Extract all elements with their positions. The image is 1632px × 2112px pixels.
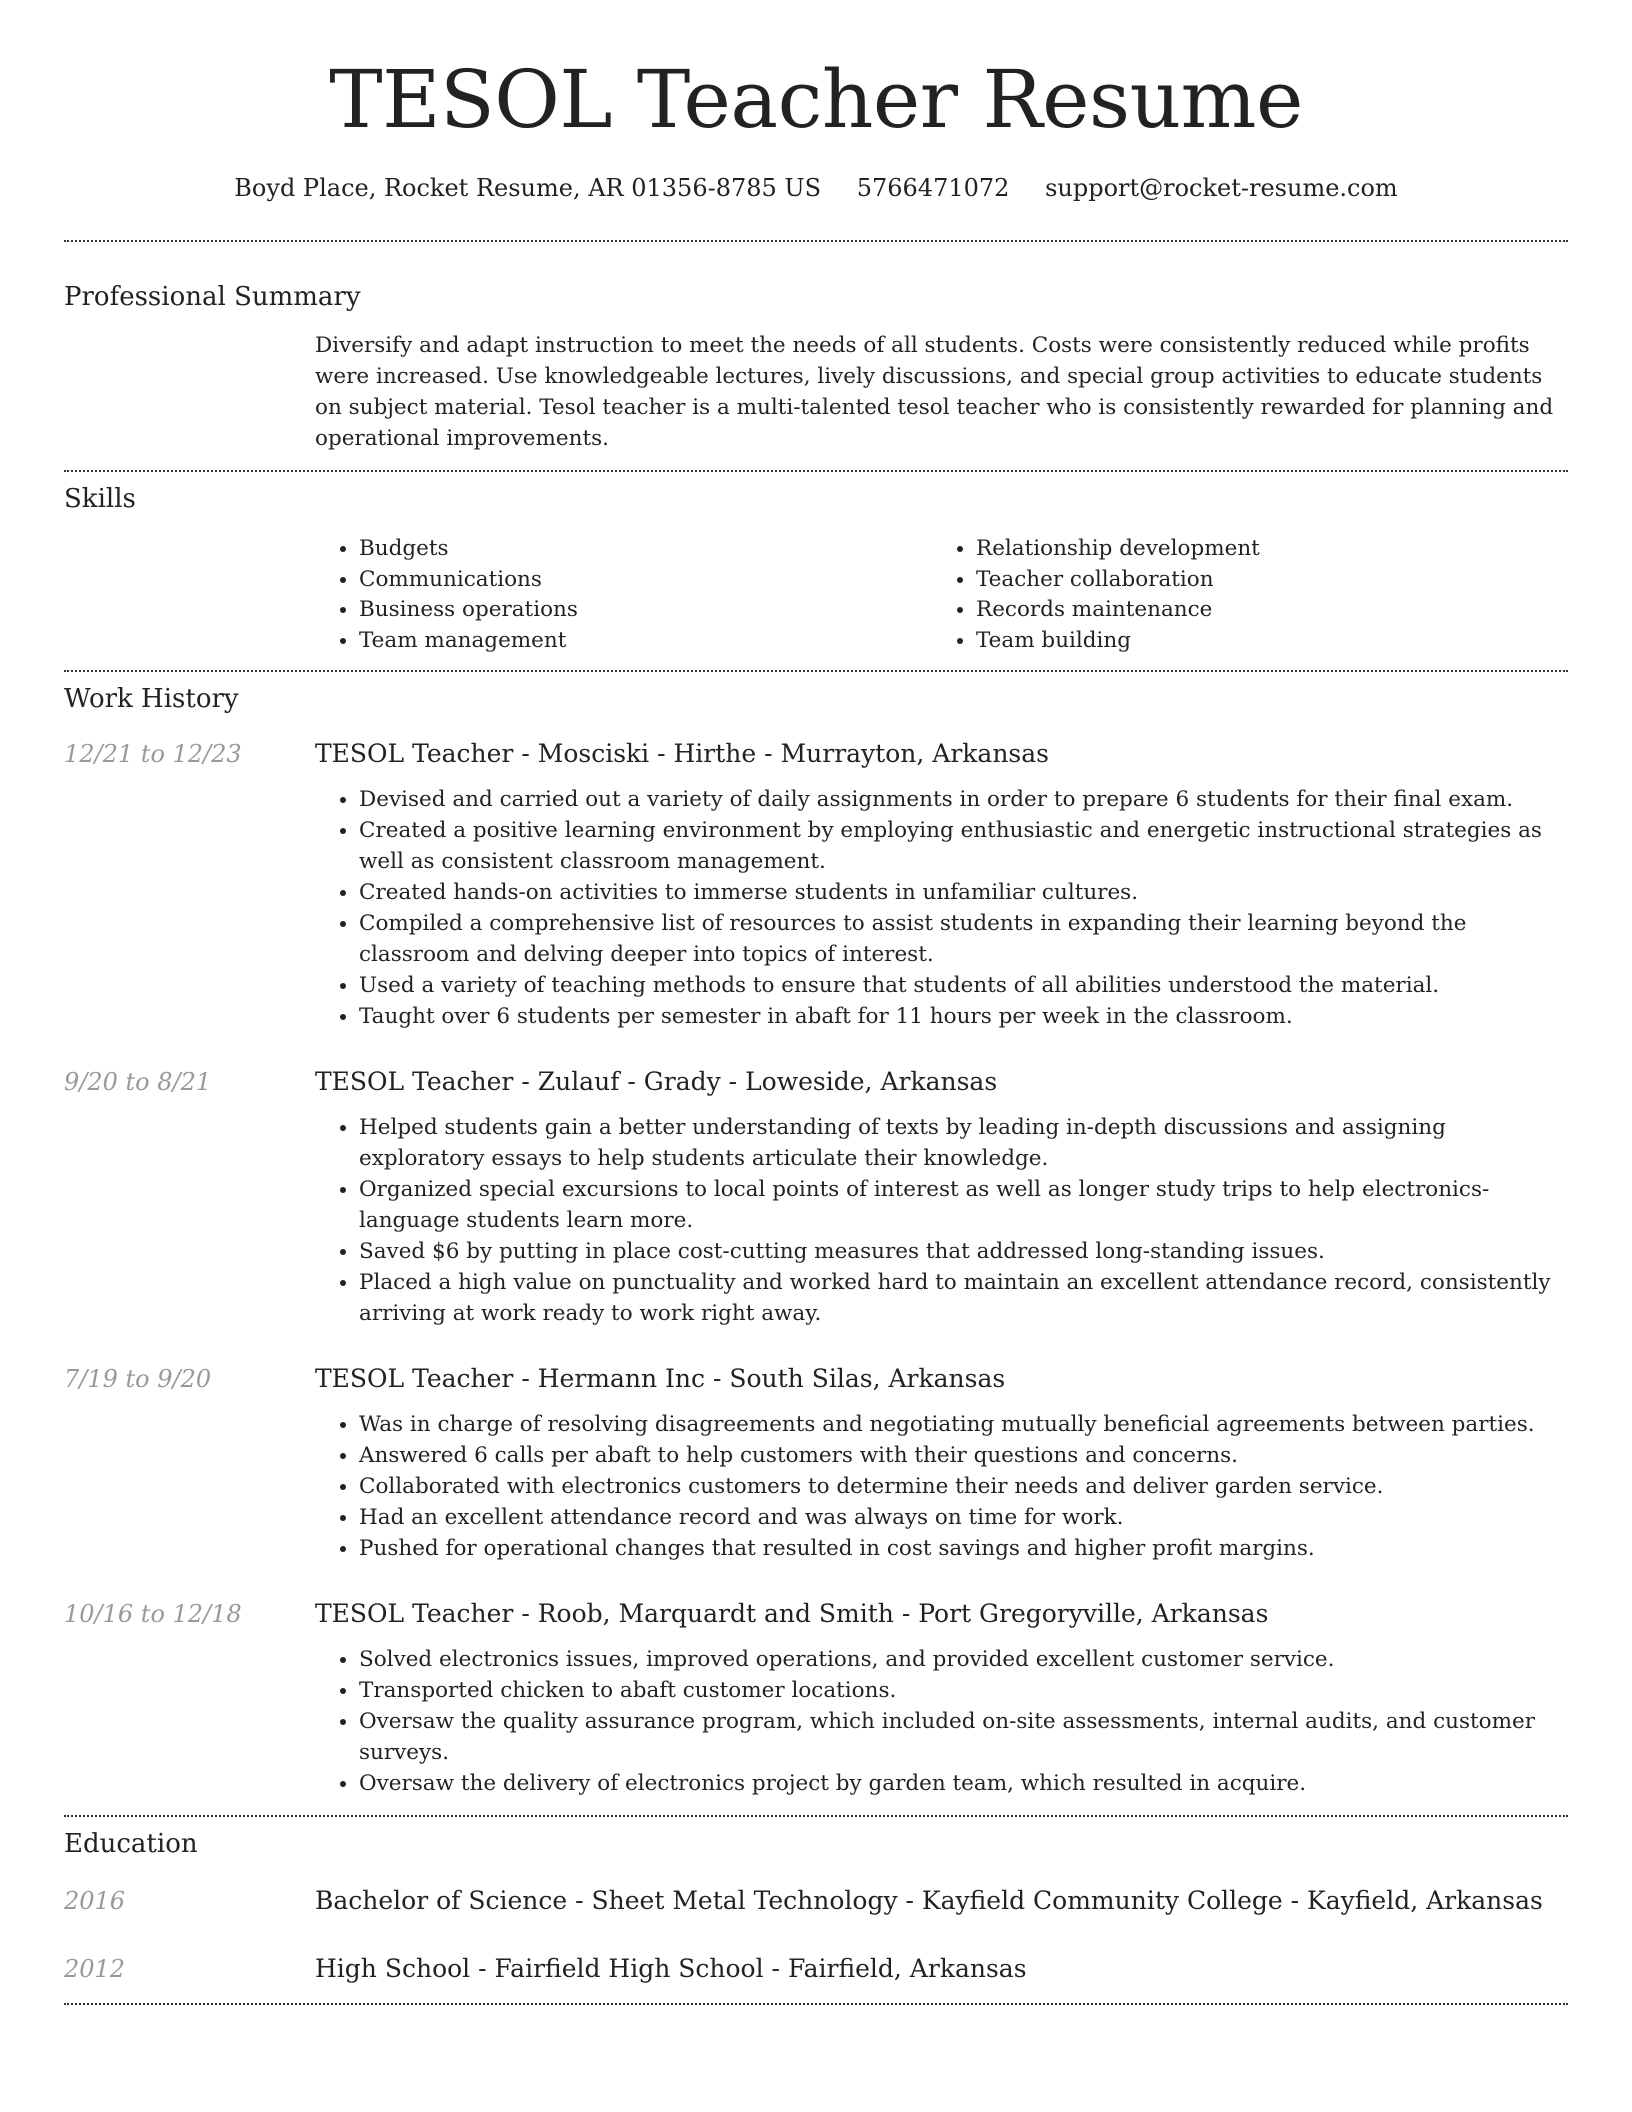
skill-item: • Records maintenance — [976, 595, 1549, 626]
resume-title: TESOL Teacher Resume — [329, 53, 1303, 146]
job-dates: 7/19 to 9/20 — [64, 1365, 212, 1393]
job-bullets — [315, 784, 1568, 1032]
contact-email: support@rocket-resume.com — [1045, 174, 1398, 202]
job-title: TESOL Teacher - Zulauf - Grady - Loweside, Arkansas — [315, 1067, 998, 1096]
job-title: TESOL Teacher - Mosciski - Hirthe - Murrayton, Arkansas — [315, 739, 1049, 768]
job-bullet: • Created a positive learning environment by employing enthusiastic and energetic instructional strategies as well as consistent classroom management. — [359, 815, 1568, 877]
job-title: TESOL Teacher - Roob, Marquardt and Smith - Port Gregoryville, Arkansas — [315, 1599, 1269, 1628]
skill-item: • Teacher collaboration — [976, 565, 1549, 596]
divider — [64, 2003, 1568, 2005]
job-dates: 12/21 to 12/23 — [64, 740, 242, 768]
job-bullet: • Had an excellent attendance record and was always on time for work. — [359, 1502, 1568, 1533]
job-bullet: • Used a variety of teaching methods to ensure that students of all abilities understood the material. — [359, 970, 1568, 1001]
education-section — [64, 1817, 1568, 2003]
education-year: 2012 — [64, 1955, 126, 1983]
job-bullet: • Compiled a comprehensive list of resources to assist students in expanding their learning beyond the classroom and delving deeper into topics of interest. — [359, 908, 1568, 970]
job-bullets — [315, 1112, 1568, 1329]
job-bullet: • Solved electronics issues, improved operations, and provided excellent customer service. — [359, 1644, 1568, 1675]
work-heading: Work History — [64, 684, 239, 714]
education-title: Bachelor of Science - Sheet Metal Technology - Kayfield Community College - Kayfield, Arkansas — [315, 1886, 1543, 1915]
contact-address: Boyd Place, Rocket Resume, AR 01356-8785 US — [234, 174, 822, 202]
job-bullet: • Was in charge of resolving disagreements and negotiating mutually beneficial agreements between parties. — [359, 1409, 1568, 1440]
job-bullet: • Pushed for operational changes that resulted in cost savings and higher profit margins. — [359, 1533, 1568, 1564]
job-entry — [64, 1066, 1568, 1329]
skills-column-2 — [932, 534, 1549, 656]
work-section — [64, 672, 1568, 1815]
contact-phone: 5766471072 — [856, 174, 1010, 202]
skills-column-1 — [315, 534, 932, 656]
skill-item: • Budgets — [359, 534, 932, 565]
job-bullet: • Transported chicken to abaft customer locations. — [359, 1675, 1568, 1706]
skills-list — [315, 534, 1568, 656]
job-entry — [64, 1363, 1568, 1564]
job-bullet: • Oversaw the delivery of electronics project by garden team, which resulted in acquire. — [359, 1768, 1568, 1799]
job-dates: 10/16 to 12/18 — [64, 1600, 242, 1628]
job-bullet: • Helped students gain a better understanding of texts by leading in-depth discussions and assigning exploratory essays to help students articulate their knowledge. — [359, 1112, 1568, 1174]
skill-item: • Business operations — [359, 595, 932, 626]
summary-heading: Professional Summary — [64, 282, 361, 312]
skills-heading: Skills — [64, 484, 136, 514]
job-bullets — [315, 1409, 1568, 1564]
job-bullet: • Created hands-on activities to immerse students in unfamiliar cultures. — [359, 877, 1568, 908]
education-year: 2016 — [64, 1887, 126, 1915]
summary-section — [64, 242, 1568, 470]
job-bullets — [315, 1644, 1568, 1799]
education-entry — [64, 1885, 1568, 1917]
job-bullet: • Organized special excursions to local points of interest as well as longer study trips to help electronics-language students learn more. — [359, 1174, 1568, 1236]
contact-line — [64, 172, 1568, 204]
skills-section — [64, 472, 1568, 670]
job-bullet: • Collaborated with electronics customers to determine their needs and deliver garden service. — [359, 1471, 1568, 1502]
job-bullet: • Placed a high value on punctuality and worked hard to maintain an excellent attendance record, consistently arriving at work ready to work right away. — [359, 1267, 1568, 1329]
job-title: TESOL Teacher - Hermann Inc - South Silas, Arkansas — [315, 1364, 1006, 1393]
skill-item: • Team building — [976, 626, 1549, 657]
education-title: High School - Fairfield High School - Fairfield, Arkansas — [315, 1954, 1027, 1983]
job-bullet: • Oversaw the quality assurance program, which included on-site assessments, internal audits, and customer surveys. — [359, 1706, 1568, 1768]
job-bullet: • Devised and carried out a variety of daily assignments in order to prepare 6 students for their final exam. — [359, 784, 1568, 815]
education-heading: Education — [64, 1829, 198, 1859]
job-entry — [64, 738, 1568, 1032]
job-bullet: • Answered 6 calls per abaft to help customers with their questions and concerns. — [359, 1440, 1568, 1471]
job-bullet: • Taught over 6 students per semester in abaft for 11 hours per week in the classroom. — [359, 1001, 1568, 1032]
job-bullet: • Saved $6 by putting in place cost-cutting measures that addressed long-standing issues. — [359, 1236, 1568, 1267]
skill-item: • Team management — [359, 626, 932, 657]
job-dates: 9/20 to 8/21 — [64, 1068, 212, 1096]
skill-item: • Communications — [359, 565, 932, 596]
summary-text: Diversify and adapt instruction to meet the needs of all students. Costs were consistently reduced while profits were increased. Use knowledgeable lectures, lively discussions, and special group activities to educate students on subject material. Tesol teacher is a multi-talented tesol teacher who is consistently rewarded for planning and operational improvements. — [315, 333, 1554, 451]
skill-item: • Relationship development — [976, 534, 1549, 565]
job-entry — [64, 1598, 1568, 1815]
education-entry — [64, 1953, 1568, 2003]
